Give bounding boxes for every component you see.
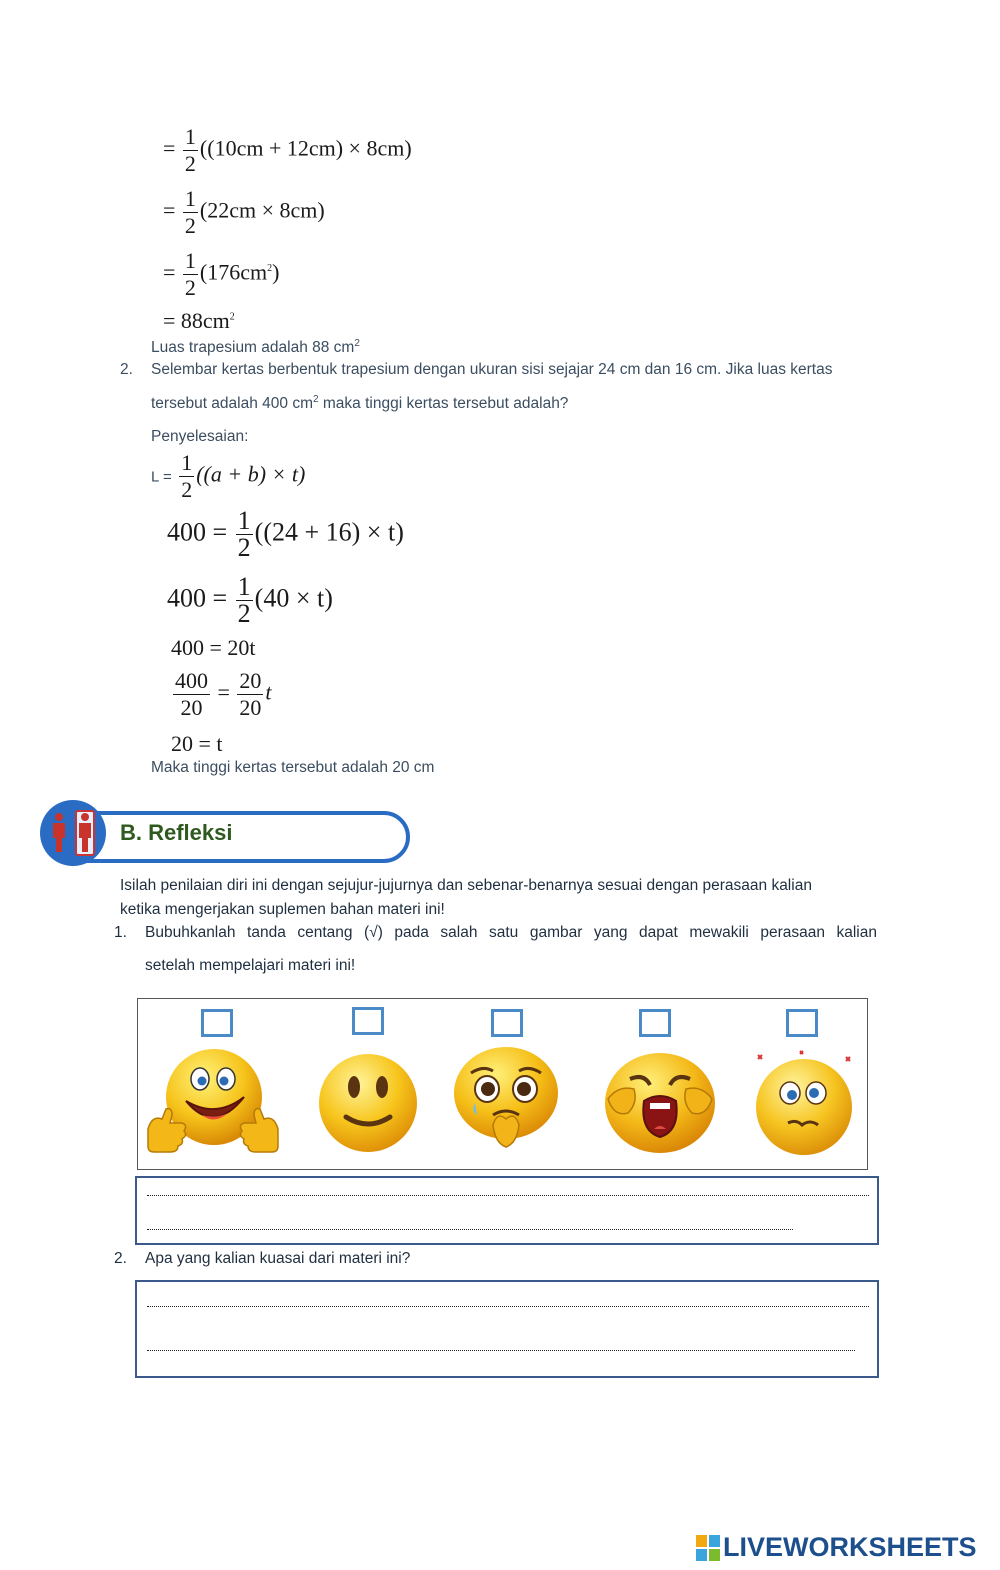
calc1-line1: = $\frac{1}{2}$ ((10cm + 12cm) × 8cm) <box>163 124 412 176</box>
crying-emoji-icon <box>602 1049 718 1155</box>
q1-line1: Bubuhkanlah tanda centang (√) pada salah satu gambar yang dapat mewakili perasaan kalian <box>145 924 877 941</box>
section-title: B. Refleksi <box>120 820 233 845</box>
step2: 400 = $\frac{1}{2}$ (40 × t) <box>167 572 333 628</box>
refleksi-icon <box>40 800 106 866</box>
calc1-line3: = $\frac{1}{2}$ $(176cm^2)$ <box>163 248 280 300</box>
answer-box-2[interactable] <box>135 1280 879 1378</box>
checkbox-crying[interactable] <box>639 1009 671 1037</box>
problem2-answer: Maka tinggi kertas tersebut adalah 20 cm <box>151 759 435 776</box>
calc1-line2: = $\frac{1}{2}$ (22cm × 8cm) <box>163 186 325 238</box>
reflection-intro-line2: ketika mengerjakan suplemen bahan materi ini! <box>120 901 445 918</box>
step3: 400 = 20t <box>171 635 256 660</box>
section-header <box>40 800 410 870</box>
emoji-panel <box>137 998 868 1170</box>
calc1-line4: = $88cm^2$ <box>163 308 235 333</box>
solution-label: Penyelesaian: <box>151 428 249 445</box>
q1-line2: setelah mempelajari materi ini! <box>145 957 356 974</box>
q1-number: 1. <box>114 924 127 941</box>
checkbox-smile[interactable] <box>352 1007 384 1035</box>
liveworksheets-logo-icon <box>696 1535 720 1561</box>
reflection-intro-line1: Isilah penilaian diri ini dengan sejujur-jujurnya dan sebenar-benarnya sesuai dengan perasaan kalian <box>120 877 812 894</box>
answer-box-1[interactable] <box>135 1176 879 1245</box>
problem2-number: 2. <box>120 361 133 378</box>
checkbox-pleading[interactable] <box>491 1009 523 1037</box>
checkbox-confused[interactable] <box>786 1009 818 1037</box>
very-happy-emoji-icon <box>140 1045 286 1163</box>
smile-emoji-icon <box>316 1051 420 1155</box>
pleading-emoji-icon <box>451 1045 561 1153</box>
step4: $\frac{400}{20}$ = $\frac{20}{20}$ t <box>175 668 272 720</box>
q2-number: 2. <box>114 1250 127 1267</box>
formula: L = $\frac{1}{2}$ ((a + b) × t) <box>151 450 306 502</box>
q2-text: Apa yang kalian kuasai dari materi ini? <box>145 1250 411 1267</box>
watermark-text: LIVEWORKSHEETS <box>723 1532 977 1562</box>
checkbox-very-happy[interactable] <box>201 1009 233 1037</box>
step5: 20 = t <box>171 731 223 756</box>
step1: 400 = $\frac{1}{2}$ ((24 + 16) × t) <box>167 506 404 562</box>
problem2-question-line1: Selembar kertas berbentuk trapesium dengan ukuran sisi sejajar 24 cm dan 16 cm. Jika luas kertas <box>151 361 833 378</box>
problem2-question-line2: tersebut adalah 400 $cm^2$ maka tinggi kertas tersebut adalah? <box>151 394 569 413</box>
calc1-result: Luas trapesium adalah 88 $cm^2$ <box>151 338 360 357</box>
confused-emoji-icon <box>752 1049 856 1159</box>
